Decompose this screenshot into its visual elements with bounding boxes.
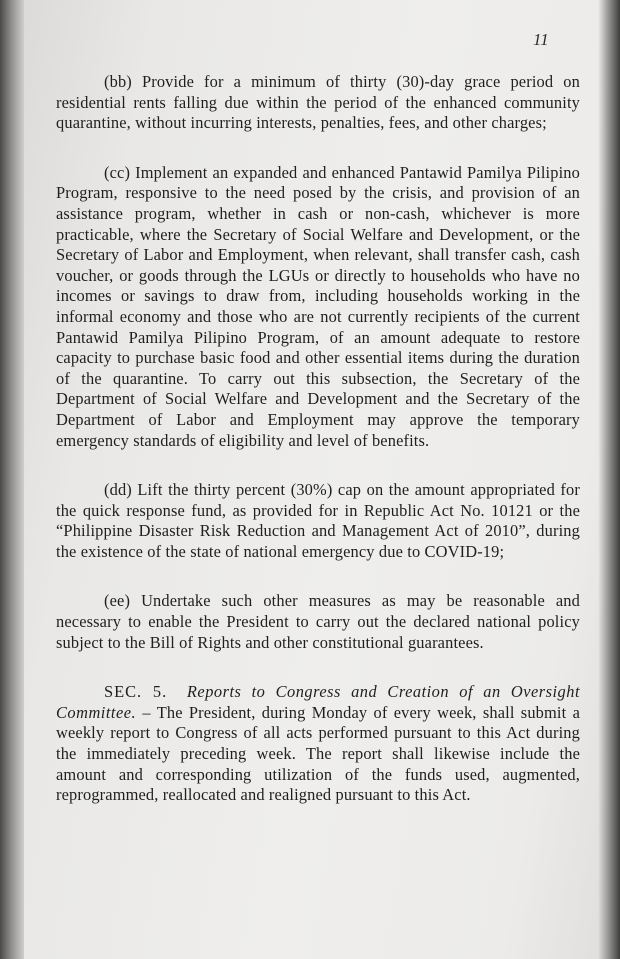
section-body: – The President, during Monday of every week, shall submit a weekly report to Congress of all acts performed pursuant to this Act during the immediately preceding week. The report shall likewise include the amount and corresponding utilization of the funds used, augmented, reprogrammed, reallocated and realigned pursuant to this Act. xyxy=(56,702,581,805)
page-number: 11 xyxy=(533,30,549,49)
document-body xyxy=(56,72,580,806)
paragraph-ee: (ee) Undertake such other measures as may be reasonable and necessary to enable the President to carry out the declared national policy subject to the Bill of Rights and other constitutional guarantees. xyxy=(56,591,580,652)
paragraph-dd: (dd) Lift the thirty percent (30%) cap on the amount appropriated for the quick response fund, as provided for in Republic Act No. 10121 or the “Philippine Disaster Risk Reduction and Management Act of 2010”, during the existence of the state of national emergency due to COVID-19; xyxy=(56,480,580,561)
paragraph-bb: (bb) Provide for a minimum of thirty (30)-day grace period on residential rents falling due within the period of the enhanced community quarantine, without incurring interests, penalties, fees, and other charges; xyxy=(56,72,580,133)
paragraph-cc: (cc) Implement an expanded and enhanced Pantawid Pamilya Pilipino Program, responsive to the need posed by the crisis, and provision of an assistance program, whether in cash or non-cash, whichever is more practicable, where the Secretary of Social Welfare and Development, or the Secretary of Labor and Employment, when relevant, shall transfer cash, cash voucher, or goods through the LGUs or directly to households who have no incomes or savings to draw from, including households working in the informal economy and those who are not currently recipients of the current Pantawid Pamilya Pilipino Program, of an amount adequate to restore capacity to purchase basic food and other essential items during the duration of the quarantine. To carry out this subsection, the Secretary of the Department of Social Welfare and Development and the Secretary of the Department of Labor and Employment may approve the temporary emergency standards of eligibility and level of benefits. xyxy=(56,162,580,450)
section-5 xyxy=(56,682,580,806)
section-title: Reports to Congress and Creation of an Oversight Committee. xyxy=(56,682,580,722)
section-label: SEC. 5. xyxy=(104,682,168,702)
